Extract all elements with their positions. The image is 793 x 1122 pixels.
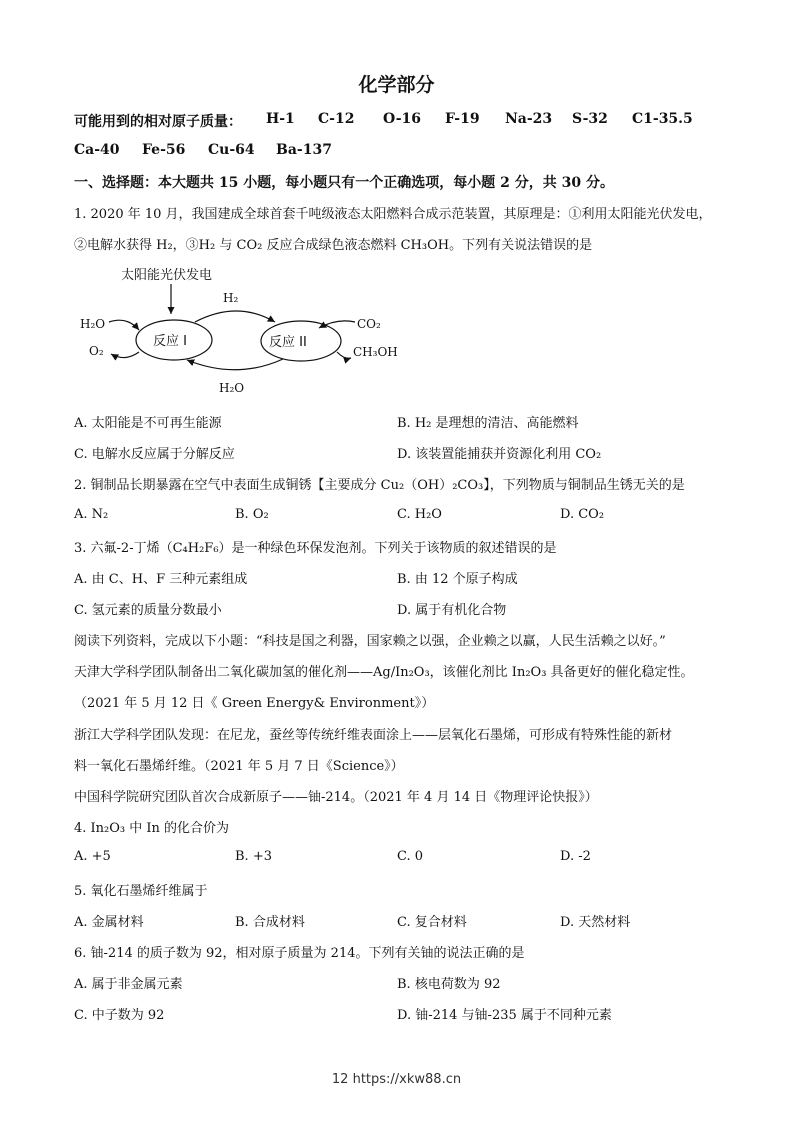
reaction-diagram	[75, 262, 435, 397]
atomic-mass-item: Ba-137	[276, 142, 332, 158]
solar-pv-label: 太阳能光伏发电	[121, 268, 213, 283]
atomic-mass-item: F-19	[445, 111, 480, 127]
reading-line: 中国科学院研究团队首次合成新原子——铀-214。（2021 年 4 月 14 日《物理评论快报》）	[74, 790, 598, 805]
reaction-1-label: 反应 I	[153, 334, 187, 349]
atomic-mass-item: Fe-56	[142, 142, 186, 158]
q5-option-d: D. 天然材料	[560, 915, 631, 930]
question-3-stem: 3. 六氟-2-丁烯（C₄H₂F₆）是一种绿色环保发泡剂。下列关于该物质的叙述错误的是	[74, 541, 557, 556]
reading-line: 阅读下列资料，完成以下小题：“科技是国之利器，国家赖之以强，企业赖之以赢，人民生活赖之以好。”	[74, 634, 666, 649]
q4-option-a: A. +5	[74, 849, 111, 864]
question-1-stem-cont: ②电解水获得 H₂，③H₂ 与 CO₂ 反应合成绿色液态燃料 CH₃OH。下列有关说法错误的是	[74, 238, 593, 253]
reading-line: 料一氧化石墨烯纤维。（2021 年 5 月 7 日《Science》）	[74, 759, 404, 774]
h2o-bottom-label: H₂O	[219, 381, 245, 395]
question-2-stem: 2. 铜制品长期暴露在空气中表面生成铜锈【主要成分 Cu₂（OH）₂CO₃】，下列物质与铜制品生锈无关的是	[74, 478, 685, 493]
q1-option-b: B. H₂ 是理想的清洁、高能燃料	[397, 416, 579, 431]
q2-option-a: A. N₂	[74, 507, 109, 522]
h2o-input-label: H₂O	[80, 317, 106, 331]
q5-option-a: A. 金属材料	[74, 915, 144, 930]
atomic-mass-item: Cu-64	[208, 142, 255, 158]
o2-output-label: O₂	[89, 344, 104, 358]
question-4-stem: 4. In₂O₃ 中 In 的化合价为	[74, 821, 230, 836]
q6-option-c: C. 中子数为 92	[74, 1008, 165, 1023]
atomic-mass-item: C-12	[318, 111, 355, 127]
q3-option-c: C. 氢元素的质量分数最小	[74, 603, 222, 618]
page-title: 化学部分	[358, 74, 435, 96]
o2-output-arrow	[111, 352, 139, 358]
question-5-stem: 5. 氧化石墨烯纤维属于	[74, 884, 208, 899]
atomic-mass-item: H-1	[266, 111, 295, 127]
ch3oh-output-arrow	[337, 352, 351, 358]
q2-option-d: D. CO₂	[560, 507, 605, 522]
reaction-2-label: 反应 II	[269, 335, 307, 350]
reading-line: 天津大学科学团队制备出二氧化碳加氢的催化剂——Ag/In₂O₃，该催化剂比 In₂O₃ 具备更好的催化稳定性。	[74, 665, 694, 680]
q6-option-d: D. 铀-214 与铀-235 属于不同种元素	[397, 1008, 612, 1023]
atomic-mass-item: Na-23	[505, 111, 553, 127]
question-6-stem: 6. 铀-214 的质子数为 92，相对原子质量为 214。下列有关铀的说法正确的是	[74, 946, 525, 961]
atomic-mass-item: S-32	[572, 111, 608, 127]
co2-input-label: CO₂	[357, 317, 381, 331]
h2o-return-arrow	[187, 359, 283, 370]
reading-line: （2021 年 5 月 12 日《 Green Energy& Environment》）	[74, 696, 435, 711]
atomic-mass-item: O-16	[383, 111, 422, 127]
reading-line: 浙江大学科学团队发现：在尼龙，蚕丝等传统纤维表面涂上——层氧化石墨烯，可形成有特殊性能的新材	[74, 728, 673, 743]
q5-option-c: C. 复合材料	[397, 915, 467, 930]
q4-option-d: D. -2	[560, 849, 591, 864]
q3-option-a: A. 由 C、H、F 三种元素组成	[74, 572, 248, 587]
q1-option-d: D. 该装置能捕获并资源化利用 CO₂	[397, 447, 602, 462]
q1-option-a: A. 太阳能是不可再生能源	[74, 416, 222, 431]
q1-option-c: C. 电解水反应属于分解反应	[74, 447, 235, 462]
q5-option-b: B. 合成材料	[235, 915, 305, 930]
ch3oh-output-label: CH₃OH	[353, 345, 398, 359]
q6-option-b: B. 核电荷数为 92	[397, 977, 501, 992]
q4-option-b: B. +3	[235, 849, 272, 864]
section-heading: 一、选择题：本大题共 15 小题，每小题只有一个正确选项，每小题 2 分，共 30 分。	[74, 175, 614, 191]
atomic-mass-label: 可能用到的相对原子质量：	[74, 114, 242, 130]
q6-option-a: A. 属于非金属元素	[74, 977, 183, 992]
h2-arrow	[195, 311, 275, 322]
q3-option-d: D. 属于有机化合物	[397, 603, 507, 618]
q2-option-c: C. H₂O	[397, 507, 442, 522]
h2o-input-arrow	[109, 320, 139, 330]
atomic-mass-item: C1-35.5	[632, 111, 693, 127]
question-1-stem: 1. 2020 年 10 月，我国建成全球首套千吨级液态太阳燃料合成示范装置，其原理是：①利用太阳能光伏发电，	[74, 207, 712, 222]
q2-option-b: B. O₂	[235, 507, 269, 522]
q3-option-b: B. 由 12 个原子构成	[397, 572, 518, 587]
page-footer: 12 https://xkw88.cn	[331, 1072, 462, 1087]
q4-option-c: C. 0	[397, 849, 424, 864]
atomic-mass-item: Ca-40	[74, 142, 120, 158]
h2-label: H₂	[223, 291, 239, 305]
